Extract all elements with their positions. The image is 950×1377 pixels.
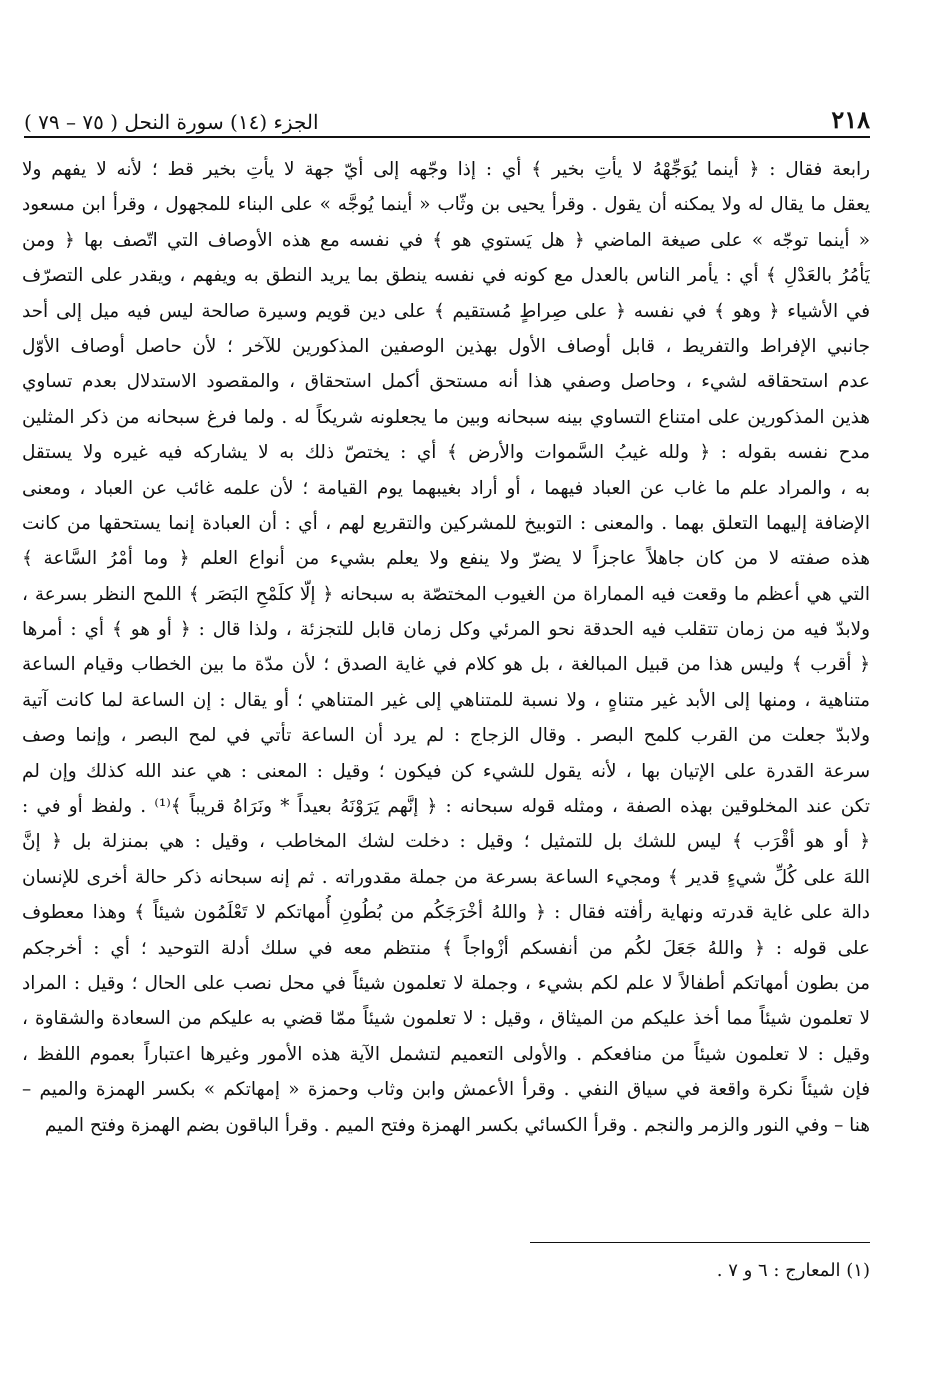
text-line: ﴿ أقرب ﴾ وليس هذا من قبيل المبالغة ، بل هو كلام في غاية الصدق ؛ لأن مدّة ما بين الخطاب وقيام الساعة	[22, 654, 870, 676]
running-title: الجزء (١٤) سورة النحل ( ٧٥ – ٧٩ )	[24, 110, 319, 134]
text-line: ولابدّ فيه من زمان تتقلب فيه الحدقة نحو المرئي وكل زمان قابل للتجزئة ، ولذا قال : ﴿ أو هو ﴾ أي : أمرها	[22, 619, 870, 641]
text-line: « أينما توجّه » على صيغة الماضي ﴿ هل يَستوي هو ﴾ في نفسه مع هذه الأوصاف التي اتّصف بها ﴿ ومن	[22, 229, 870, 251]
body-text	[22, 152, 870, 1232]
text-line: سرعة القدرة على الإتيان بها ، لأنه يقول للشيء كن فيكون ؛ وقيل : المعنى : هي عند الله كذلك وإن لم	[22, 760, 870, 782]
text-line: التي هي أعظم ما وقعت فيه المماراة من الغيوب المختصّة به سبحانه ﴿ إلّا كلَمْحِ البَصَر ﴾ اللمح النظر بسرعة ،	[22, 583, 870, 605]
text-line: ﴿ أو هو أقْرَب ﴾ ليس للشك بل للتمثيل ؛ وقيل : دخلت لشك المخاطب ، وقيل : هي بمنزلة بل ﴿ إنَّ	[22, 831, 870, 853]
text-line: من بطون أمهاتكم أطفالاً لا علم لكم بشيء ، وجملة لا تعلمون شيئاً في محل نصب على الحال ؛ وقيل : المراد	[22, 972, 870, 994]
text-line: هنا – وفي النور والزمر والنجم . وقرأ الكسائي بكسر الهمزة وفتح الميم . وقرأ الباقون بضم الهمزة وفتح الميم	[44, 1114, 870, 1136]
text-line: هذه صفته لا من كان جاهلاً عاجزاً لا يضرّ ولا ينفع ولا يعلم بشيء من أنواع العلم ﴿ وما أمْرُ السَّاعة ﴾	[22, 548, 870, 570]
text-line: ولابدّ جعلت من القرب كلمح البصر . وقال الزجاج : لم يرد أن الساعة تأتي في لمح البصر ، وإنما وصف	[22, 725, 870, 747]
text-line: يعقل ما يقال له ولا يمكنه أن يقول . وقرأ يحيى بن وثّاب « أينما يُوجَّه » على البناء للمجهول ، وقرأ ابن مسعود	[22, 194, 870, 216]
page-number: ٢١٨	[831, 105, 870, 134]
text-line: به ، والمراد علم ما غاب عن العباد فيهما ، أو أراد بغيبهما يوم القيامة ؛ لأن علمه غائب عن العباد ، ومعنى	[22, 477, 870, 499]
text-line: في الأشياء ﴿ وهو ﴾ في نفسه ﴿ على صِراطٍ مُستقيم ﴾ على دين قويم وسيرة صالحة ليس فيه ميل إلى أحد	[22, 300, 870, 322]
footnote-divider	[530, 1242, 870, 1243]
text-line: جانبي الإفراط والتفريط ، قابل أوصاف الأول بهذين الوصفين المذكورين للآخر ؛ لأن حاصل أوصاف الأوّل	[22, 335, 870, 357]
text-line: لا تعلمون شيئاً مما أخذ عليكم من الميثاق ، وقيل : لا تعلمون شيئاً ممّا قضي به عليكم من السعادة والشقاوة ،	[22, 1008, 870, 1030]
text-line: مدح نفسه بقوله : ﴿ ولله غيبُ السَّموات والأرض ﴾ أي : يختصّ ذلك به لا يشاركه فيه غيره ولا يستقل	[22, 442, 870, 464]
page-header	[24, 96, 870, 134]
text-line: هذين المذكورين على امتناع التساوي بينه سبحانه وبين ما يجعلونه شريكاً له . ولما فرغ سبحانه من ذكر المثلين	[22, 406, 870, 428]
text-line: وقيل : لا تعلمون شيئاً من منافعكم . والأولى التعميم لتشمل الآية هذه الأمور وغيرها اعتباراً بعموم اللفظ ،	[22, 1043, 870, 1065]
header-divider	[24, 136, 870, 138]
footnote: (١) المعارج : ٦ و ٧ .	[716, 1260, 870, 1281]
text-line: فإن شيئاً نكرة واقعة في سياق النفي . وقرأ الأعمش وابن وثاب وحمزة « إمهاتكم » بكسر الهمزة والميم –	[22, 1079, 870, 1101]
text-line: على قوله : ﴿ واللهُ جَعَلَ لكُم من أنفسكم أزْواجاً ﴾ منتظم معه في سلك أدلة التوحيد ؛ أي : أخرجكم	[22, 937, 870, 959]
text-line: متناهية ، ومنها إلى الأبد غير متناهٍ ، ولا نسبة للمتناهي إلى غير المتناهي ؛ أو يقال : إن الساعة لما كانت آتية	[22, 689, 870, 711]
text-line: رابعة فقال : ﴿ أينما يُوَجِّهْهُ لا يأتِ بخير ﴾ أي : إذا وجّهه إلى أيّ جهة لا يأتِ بخير قط ؛ لأنه لا يفهم ولا	[22, 159, 870, 180]
text-line: دالة على غاية قدرته ونهاية رأفته فقال : ﴿ واللهُ أخْرَجَكُم من بُطُونِ أُمهاتكم لا تَعْلَمُون شيئاً ﴾ وهذا معطوف	[22, 902, 870, 924]
text-line: تكن عند المخلوقين بهذه الصفة ، ومثله قوله سبحانه : ﴿ إنَّهم يَرَوْنَهُ بعيداً * ونَرَاهُ قريباً ﴾⁽¹⁾ . ولفظ أو في :	[22, 796, 870, 818]
text-line: يَأمُرُ بالعَدْلِ ﴾ أي : يأمر الناس بالعدل مع كونه في نفسه ينطق بما يريد النطق به ويفهم ، ويقدر على التصرّف	[22, 265, 870, 287]
text-line: عدم استحقاقه لشيء ، وحاصل وصفي هذا أنه مستحق أكمل استحقاق ، والمقصود الاستدلال بعدم تساوي	[22, 371, 870, 393]
text-line: الإضافة إليهما التعلق بهما . والمعنى : التوبيخ للمشركين والتقريع لهم ، أي : أن العبادة إنما يستحقها من كانت	[22, 512, 870, 534]
text-line: اللهَ على كُلِّ شيءٍ قدير ﴾ ومجيء الساعة بسرعة من جملة مقدوراته . ثم إنه سبحانه ذكر حالة أخرى للإنسان	[22, 866, 870, 888]
